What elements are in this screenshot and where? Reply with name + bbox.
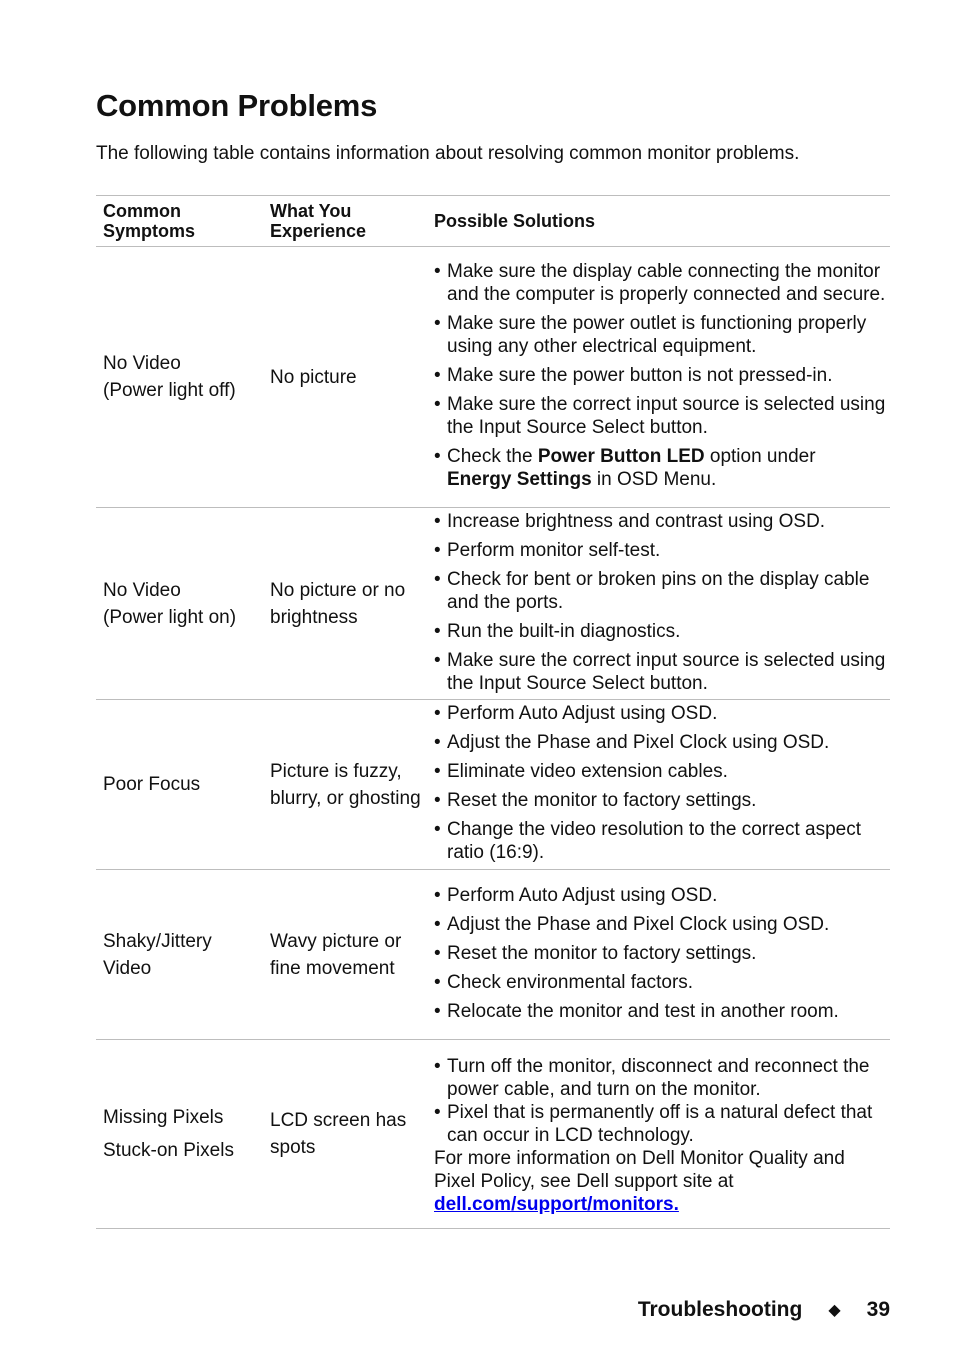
table-row	[96, 247, 890, 508]
solution-item: • Check the Power Button LED option under Energy Settings in OSD Menu.	[434, 445, 886, 491]
table-row	[96, 870, 890, 1040]
solutions-list	[434, 257, 886, 497]
solution-item: • Change the video resolution to the correct aspect ratio (16:9).	[434, 818, 886, 864]
symptom-line: (Power light off)	[103, 380, 236, 401]
experience-cell: Picture is fuzzy, blurry, or ghosting	[270, 760, 421, 809]
solutions-cell	[427, 508, 890, 699]
symptom-line: (Power light on)	[103, 606, 237, 628]
page-title: Common Problems	[96, 88, 378, 123]
solution-item: • Adjust the Phase and Pixel Clock using OSD.	[434, 731, 886, 754]
header-possible-solutions: Possible Solutions	[434, 211, 596, 231]
symptom-cell	[96, 1040, 263, 1228]
solution-item: • Make sure the correct input source is selected using the Input Source Select button.	[434, 649, 886, 695]
solutions-list	[434, 699, 886, 870]
solutions-list	[434, 881, 886, 1029]
solution-item: • Pixel that is permanently off is a natural defect that can occur in LCD technology.	[434, 1101, 886, 1147]
footer-section-title: Troubleshooting	[637, 1298, 803, 1321]
energy-settings-label: Energy Settings	[447, 469, 592, 490]
solutions-cell	[427, 247, 890, 507]
symptom-line: Stuck-on Pixels	[103, 1140, 234, 1161]
solution-item: • Adjust the Phase and Pixel Clock using OSD.	[434, 913, 886, 936]
solution-item: • Increase brightness and contrast using OSD.	[434, 510, 886, 533]
dell-support-link[interactable]: dell.com/support/monitors.	[434, 1194, 679, 1215]
experience-cell: No picture or no brightness	[270, 579, 406, 628]
experience-cell: LCD screen has spots	[270, 1110, 407, 1158]
symptom-line: Shaky/Jittery Video	[103, 930, 212, 979]
table-header	[96, 196, 890, 247]
experience-cell: No picture	[270, 366, 357, 388]
solution-item: • Make sure the power button is not pressed-in.	[434, 364, 886, 387]
solution-item: • Make sure the correct input source is selected using the Input Source Select button.	[434, 393, 886, 439]
solutions-cell	[427, 700, 890, 869]
page-number: 39	[866, 1298, 890, 1321]
header-common-symptoms: Common Symptoms	[103, 201, 196, 241]
table-row	[96, 700, 890, 870]
header-what-you-experience: What You Experience	[270, 201, 367, 241]
solution-item: • Relocate the monitor and test in another room.	[434, 1000, 886, 1023]
intro-text: The following table contains information about resolving common monitor problems.	[96, 143, 800, 164]
solution-item: • Reset the monitor to factory settings.	[434, 942, 886, 965]
common-problems-table	[96, 195, 890, 1229]
solution-item: • Check for bent or broken pins on the display cable and the ports.	[434, 568, 886, 614]
symptom-line: Missing Pixels	[103, 1107, 224, 1128]
symptom-cell	[96, 700, 263, 869]
solution-item: • Turn off the monitor, disconnect and reconnect the power cable, and turn on the monitor.	[434, 1055, 886, 1101]
symptom-line: No Video	[103, 579, 181, 601]
solution-item: • Make sure the power outlet is functioning properly using any other electrical equipment.	[434, 312, 886, 358]
symptom-cell	[96, 247, 263, 507]
symptom-cell	[96, 508, 263, 699]
page-footer	[638, 1298, 890, 1322]
symptom-line: No Video	[103, 353, 181, 374]
solution-item: • Check environmental factors.	[434, 971, 886, 994]
experience-cell: Wavy picture or fine movement	[270, 930, 402, 979]
table-row	[96, 508, 890, 700]
solution-item: • Reset the monitor to factory settings.	[434, 789, 886, 812]
solution-item: • Make sure the display cable connecting the monitor and the computer is properly connected and secure.	[434, 260, 886, 306]
solutions-cell	[427, 1040, 890, 1228]
solutions-cell	[427, 870, 890, 1039]
solutions-list	[434, 1052, 886, 1147]
solution-item: • Run the built-in diagnostics.	[434, 620, 886, 643]
pixel-policy-note: For more information on Dell Monitor Quality and Pixel Policy, see Dell support site at dell.com/support/monitors.	[434, 1148, 845, 1215]
solutions-list	[434, 507, 886, 701]
solution-item: • Perform Auto Adjust using OSD.	[434, 702, 886, 725]
solution-item: • Perform Auto Adjust using OSD.	[434, 884, 886, 907]
symptom-cell	[96, 870, 263, 1039]
solution-item: • Eliminate video extension cables.	[434, 760, 886, 783]
table-row	[96, 1040, 890, 1229]
power-button-led-label: Power Button LED	[537, 446, 705, 467]
symptom-line: Poor Focus	[103, 774, 201, 795]
diamond-separator-icon: ◆	[828, 1302, 841, 1319]
solution-item: • Perform monitor self-test.	[434, 539, 886, 562]
